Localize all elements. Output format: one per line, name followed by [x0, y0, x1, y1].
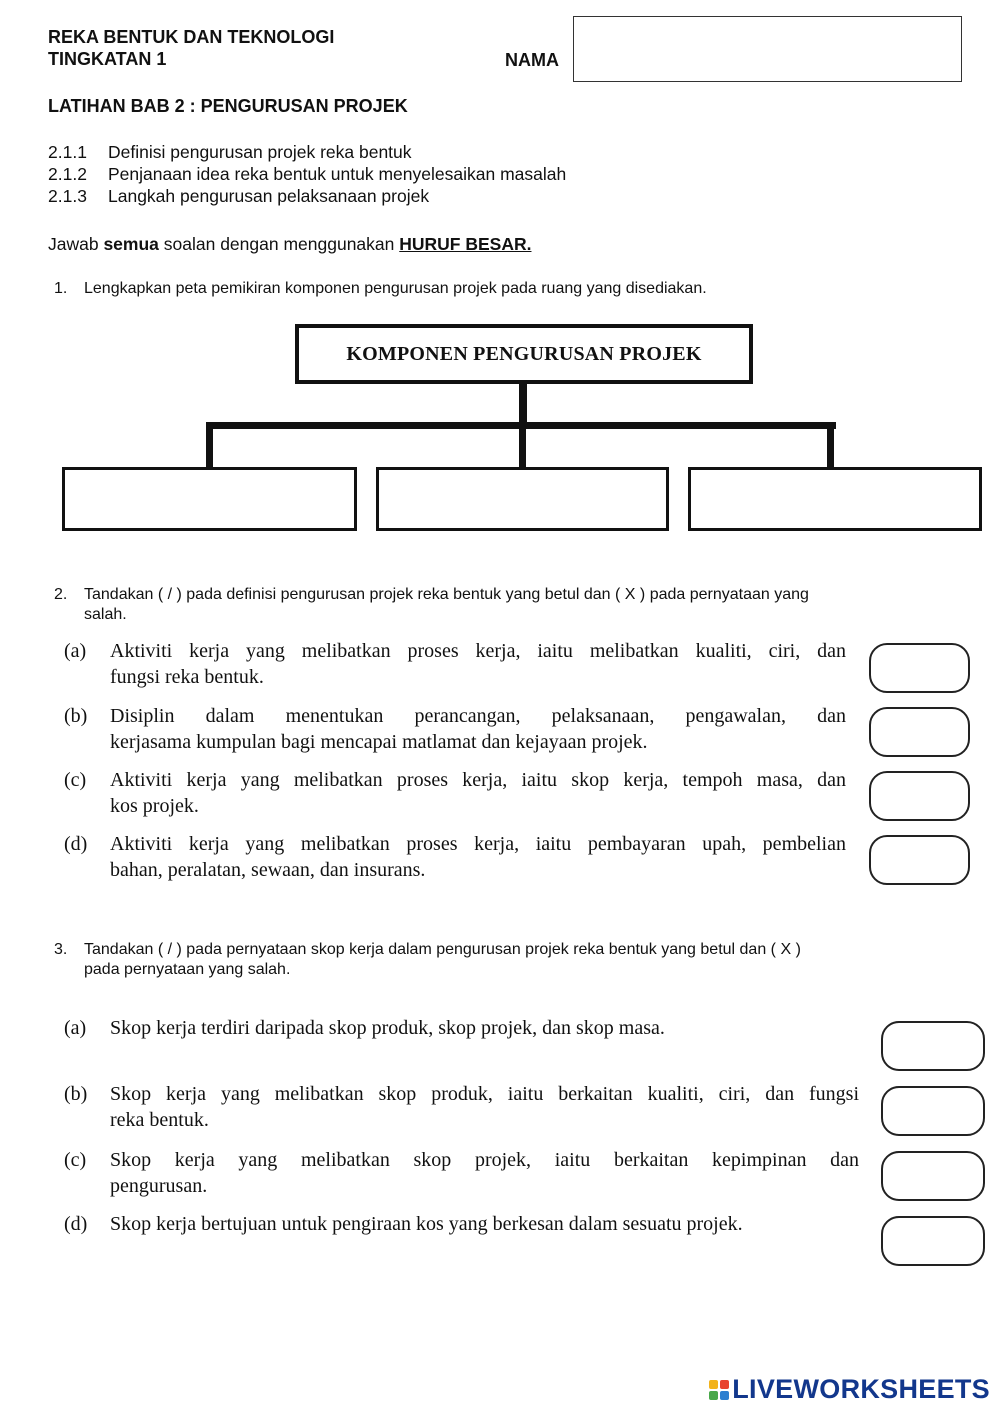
objective-item: 2.1.3 Langkah pengurusan pelaksanaan projek	[48, 186, 430, 206]
q2-answer-box-b[interactable]	[869, 707, 970, 757]
liveworksheets-logo-icon	[709, 1380, 729, 1400]
q2-item-d: (d) Aktiviti kerja yang melibatkan proses kerja, iaitu pembayaran upah, pembelian bahan, peralatan, sewaan, dan insurans.	[64, 833, 846, 881]
name-label: NAMA	[505, 50, 559, 70]
answer-box-component-1[interactable]	[62, 467, 357, 531]
q2-answer-box-d[interactable]	[869, 835, 970, 885]
diagram-branch-left	[206, 422, 213, 469]
name-input[interactable]	[573, 16, 962, 82]
diagram-stem	[519, 384, 527, 426]
instruction: Jawab semua soalan dengan menggunakan HURUF BESAR.	[48, 234, 532, 254]
q3-item-d: (d) Skop kerja bertujuan untuk pengiraan kos yang berkesan dalam sesuatu projek.	[64, 1213, 743, 1235]
q3-answer-box-a[interactable]	[881, 1021, 985, 1071]
chapter-title: LATIHAN BAB 2 : PENGURUSAN PROJEK	[48, 96, 408, 116]
q2-item-a: (a) Aktiviti kerja yang melibatkan proses kerja, iaitu melibatkan kualiti, ciri, dan fungsi reka bentuk.	[64, 640, 846, 688]
q2-text: Tandakan ( / ) pada definisi pengurusan projek reka bentuk yang betul dan ( X ) pada pernyataan yang salah.	[84, 586, 809, 623]
form-level: TINGKATAN 1	[48, 49, 167, 69]
q2-item-b: (b) Disiplin dalam menentukan perancangan, pelaksanaan, pengawalan, dan kerjasama kumpulan bagi mencapai matlamat dan kejayaan projek.	[64, 705, 846, 753]
q3-item-a: (a) Skop kerja terdiri daripada skop produk, skop projek, dan skop masa.	[64, 1017, 665, 1039]
answer-box-component-3[interactable]	[688, 467, 982, 531]
q3-number: 3.	[54, 941, 68, 958]
q1-number: 1.	[54, 280, 68, 297]
q2-number: 2.	[54, 586, 68, 603]
diagram-title: KOMPONEN PENGURUSAN PROJEK	[295, 324, 753, 384]
subject-title: REKA BENTUK DAN TEKNOLOGI	[48, 27, 335, 47]
liveworksheets-logo[interactable]	[709, 1374, 990, 1405]
diagram-branch-right	[827, 422, 834, 469]
q3-item-b: (b) Skop kerja yang melibatkan skop produk, iaitu berkaitan kualiti, ciri, dan fungsi reka bentuk.	[64, 1083, 859, 1131]
logo-text: LIVEWORKSHEETS	[732, 1374, 990, 1404]
q2-answer-box-c[interactable]	[869, 771, 970, 821]
q3-item-c: (c) Skop kerja yang melibatkan skop projek, iaitu berkaitan kepimpinan dan pengurusan.	[64, 1149, 859, 1197]
q1-text: Lengkapkan peta pemikiran komponen pengurusan projek pada ruang yang disediakan.	[84, 280, 707, 297]
q3-text: Tandakan ( / ) pada pernyataan skop kerja dalam pengurusan projek reka bentuk yang betul dan ( X ) pada pernyataan yang salah.	[84, 941, 801, 978]
diagram-branch-middle	[519, 422, 526, 469]
objective-item: 2.1.2 Penjanaan idea reka bentuk untuk menyelesaikan masalah	[48, 164, 567, 184]
q3-answer-box-b[interactable]	[881, 1086, 985, 1136]
answer-box-component-2[interactable]	[376, 467, 669, 531]
objective-item: 2.1.1 Definisi pengurusan projek reka bentuk	[48, 142, 412, 162]
q3-answer-box-c[interactable]	[881, 1151, 985, 1201]
q2-item-c: (c) Aktiviti kerja yang melibatkan proses kerja, iaitu skop kerja, tempoh masa, dan kos projek.	[64, 769, 846, 817]
objectives-list	[48, 141, 566, 207]
q3-answer-box-d[interactable]	[881, 1216, 985, 1266]
q2-answer-box-a[interactable]	[869, 643, 970, 693]
